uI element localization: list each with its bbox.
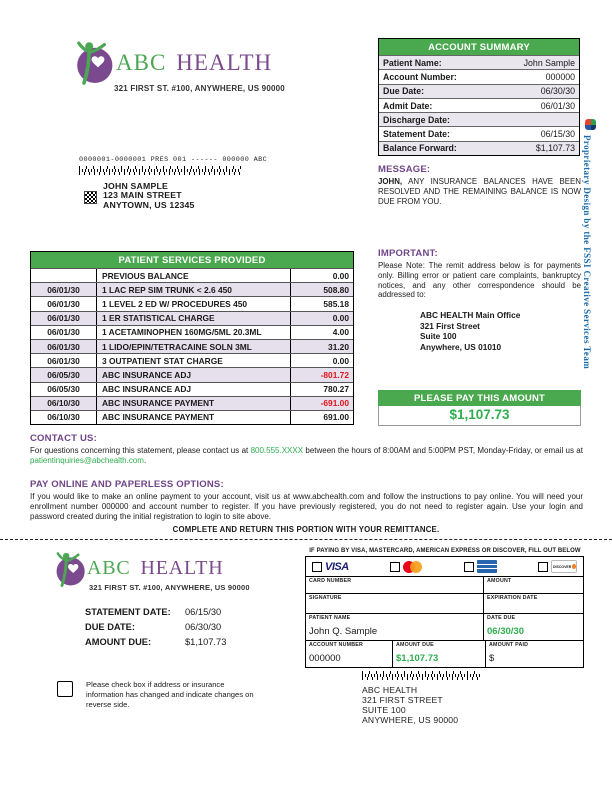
amex-option <box>464 560 497 573</box>
important-section <box>378 248 581 353</box>
account-summary-row: Statement Date: 06/15/30 <box>379 126 579 140</box>
fssi-logo-icon <box>585 119 596 130</box>
service-row: 06/01/30 3 OUTPATIENT STAT CHARGE 0.00 <box>31 353 353 367</box>
signature-row <box>306 593 583 613</box>
address-change-notice: Please check box if address or insurance information has changed and indicate changes on reverse side. <box>86 680 254 709</box>
discover-option <box>538 560 577 573</box>
fssi-note-text: Proprietary Design by the FSSI Creative Services Team <box>582 135 592 370</box>
patient-services-rows <box>31 268 353 424</box>
mail-processing-line: 0000001-0000001 PRES 001 ------ 000000 ABC <box>79 156 268 164</box>
patient-name-cell: PATIENT NAME John Q. Sample <box>309 615 378 637</box>
contact-body: For questions concerning this statement, please contact us at 800.555.XXXX between the hours of 8:00AM and 5:00PM PST, Monday-Friday, or email us at patientinquiries@abchealth.com. <box>30 446 583 465</box>
recipient-name: JOHN SAMPLE <box>103 181 168 191</box>
coupon-summary <box>85 605 226 650</box>
account-summary-row: Admit Date: 06/01/30 <box>379 98 579 112</box>
remit-mail-barcode <box>362 671 480 680</box>
coupon-summary-row: DUE DATE: 06/30/30 <box>85 622 222 632</box>
amex-checkbox[interactable] <box>464 562 474 572</box>
account-amount-row <box>306 640 583 667</box>
date-due-value: 06/30/30 <box>487 626 524 637</box>
card-number-row <box>306 576 583 593</box>
discover-logo-icon: DISCOVER <box>551 560 577 573</box>
contact-title: CONTACT US: <box>30 433 97 444</box>
recipient-city: ANYTOWN, US 12345 <box>103 199 195 210</box>
brand-name: ABC HEALTH <box>87 557 224 579</box>
coupon-summary-row: AMOUNT DUE: $1,107.73 <box>85 637 227 647</box>
recipient-address <box>103 182 195 210</box>
service-row: 06/01/30 1 ER STATISTICAL CHARGE 0.00 <box>31 311 353 325</box>
amount-field[interactable]: AMOUNT <box>483 577 583 593</box>
mastercard-checkbox[interactable] <box>390 562 400 572</box>
amount-paid-prefix: $ <box>489 653 495 664</box>
contact-section <box>30 433 583 466</box>
pay-online-title: PAY ONLINE AND PAPERLESS OPTIONS: <box>30 479 224 490</box>
brand-address: 321 FIRST ST. #100, ANYWHERE, US 90000 <box>89 583 250 592</box>
account-summary-row: Balance Forward: $1,107.73 <box>379 141 579 155</box>
service-row: PREVIOUS BALANCE 0.00 <box>31 268 353 282</box>
patient-services-title: PATIENT SERVICES PROVIDED <box>31 252 353 268</box>
address-change-checkbox[interactable] <box>57 681 73 697</box>
date-due-cell: DATE DUE 06/30/30 <box>483 614 583 640</box>
mastercard-logo-icon <box>403 561 422 573</box>
card-number-field[interactable]: CARD NUMBER <box>309 578 352 584</box>
card-brand-row <box>306 557 583 576</box>
patient-name-value: John Q. Sample <box>309 626 378 637</box>
email-link[interactable]: patientinquiries@abchealth.com <box>30 456 144 465</box>
mastercard-option <box>390 561 422 573</box>
recipient-street: 123 MAIN STREET <box>103 190 182 201</box>
amount-due-cell: AMOUNT DUE $1,107.73 <box>392 641 485 667</box>
phone-link[interactable]: 800.555.XXXX <box>250 446 304 455</box>
card-form-header: IF PAYING BY VISA, MASTERCARD, AMERICAN EXPRESS OR DISCOVER, FILL OUT BELOW <box>309 548 581 554</box>
service-row: 06/05/30 ABC INSURANCE ADJ -801.72 <box>31 367 353 381</box>
amount-due-value: $1,107.73 <box>378 406 581 426</box>
discover-checkbox[interactable] <box>538 562 548 572</box>
fssi-note <box>582 119 596 369</box>
patient-name-row <box>306 613 583 640</box>
visa-checkbox[interactable] <box>312 562 322 572</box>
brand-address: 321 FIRST ST. #100, ANYWHERE, US 90000 <box>114 84 285 93</box>
account-summary-row: Patient Name: John Sample <box>379 55 579 69</box>
service-row: 06/10/30 ABC INSURANCE PAYMENT -691.00 <box>31 396 353 410</box>
intelligent-mail-barcode <box>79 166 241 175</box>
account-summary-table <box>378 38 580 156</box>
visa-logo: VISA <box>325 560 349 573</box>
credit-card-form <box>305 556 584 668</box>
abc-health-logo-icon <box>74 40 114 86</box>
coupon-summary-row: STATEMENT DATE: 06/15/30 <box>85 607 222 617</box>
perforation-line <box>0 539 612 540</box>
account-summary-title: ACCOUNT SUMMARY <box>379 39 579 55</box>
service-row: 06/05/30 ABC INSURANCE ADJ 780.27 <box>31 382 353 396</box>
remittance-instruction: COMPLETE AND RETURN THIS PORTION WITH YOUR REMITTANCE. <box>172 525 440 534</box>
service-row: 06/01/30 1 LIDO/EPIN/TETRACAINE SOLN 3ML 31.20 <box>31 339 353 353</box>
pay-online-body: If you would like to make an online payment to your account, visit us at www.abchealth.com and follow the instructions to pay online. You will need your enrollment number 000000 and account number to register. If you have previously registered, you do not need to register again. Use your login and password created during the initial registration to login to site above. <box>30 492 583 521</box>
service-row: 06/10/30 ABC INSURANCE PAYMENT 691.00 <box>31 410 353 424</box>
brand-name-health: HEALTH <box>176 50 273 75</box>
brand-name <box>116 50 272 76</box>
message-section <box>378 164 581 206</box>
please-pay-title: PLEASE PAY THIS AMOUNT <box>378 390 581 406</box>
service-row: 06/01/30 1 LEVEL 2 ED W/ PROCEDURES 450 585.18 <box>31 296 353 310</box>
signature-field[interactable]: SIGNATURE <box>309 595 342 601</box>
brand-name-abc: ABC <box>116 50 167 75</box>
account-number-value: 000000 <box>309 653 341 664</box>
service-row: 06/01/30 1 ACETAMINOPHEN 160MG/5ML 20.3ML 4.00 <box>31 325 353 339</box>
amount-due-value: $1,107.73 <box>396 653 439 664</box>
message-body: JOHN, ANY INSURANCE BALANCES HAVE BEEN RESOLVED AND THE REMAINING BALANCE IS NOW DUE FROM YOU. <box>378 177 581 206</box>
account-number-cell: ACCOUNT NUMBER 000000 <box>309 642 363 664</box>
amount-paid-field[interactable]: AMOUNT PAID $ <box>485 641 583 667</box>
important-body: Please Note: The remit address below is for payments only. Billing error or patient care complaints, bankruptcy notices, and any other correspondence should be addressed to: <box>378 261 581 300</box>
important-title: IMPORTANT: <box>378 248 438 259</box>
visa-option <box>312 561 349 573</box>
please-pay-banner <box>378 390 581 426</box>
patient-services-table <box>30 251 354 425</box>
service-row: 06/01/30 1 LAC REP SIM TRUNK < 2.6 450 508.80 <box>31 282 353 296</box>
message-title: MESSAGE: <box>378 164 431 175</box>
account-summary-row: Discharge Date: <box>379 112 579 126</box>
pay-online-section <box>30 479 583 522</box>
main-office-address: ABC HEALTH Main Office 321 First Street Suite 100 Anywhere, US 01010 <box>420 310 521 352</box>
amex-logo-icon <box>477 560 497 573</box>
account-summary-row: Account Number: 000000 <box>379 69 579 83</box>
mail-datamatrix-barcode <box>84 191 97 204</box>
expiration-date-field[interactable]: EXPIRATION DATE <box>483 594 583 613</box>
remit-address: ABC HEALTH 321 FIRST STREET SUITE 100 ANYWHERE, US 90000 <box>362 685 459 725</box>
account-summary-row: Due Date: 06/30/30 <box>379 84 579 98</box>
abc-health-logo-icon <box>54 551 86 588</box>
